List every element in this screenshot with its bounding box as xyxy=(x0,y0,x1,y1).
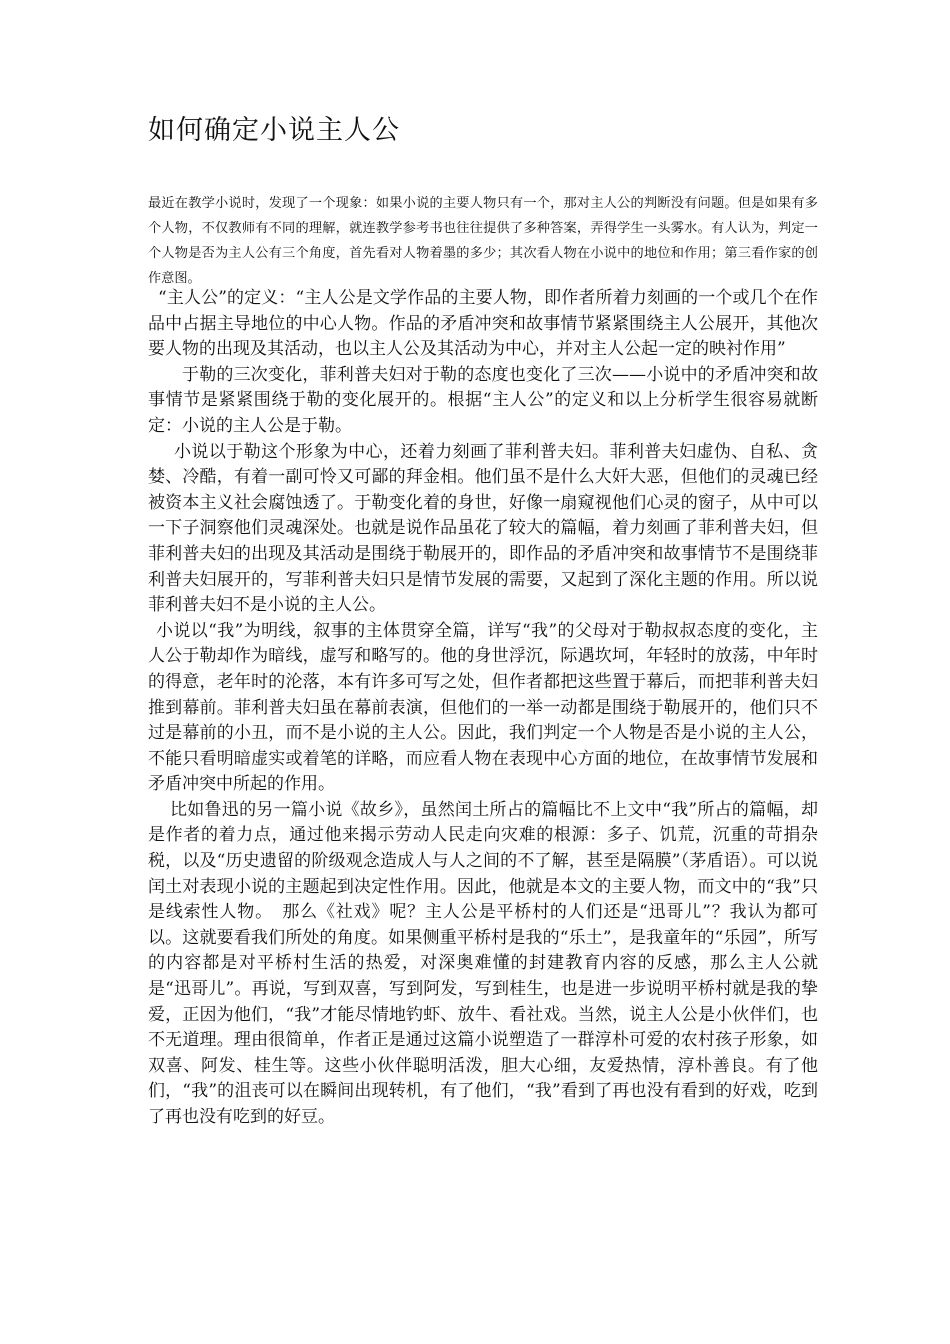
paragraph-definition: “主人公”的定义：“主人公是文学作品的主要人物，即作者所着力刻画的一个或几个在作品中占据主导地位的中心人物。作品的矛盾冲突和故事情节紧紧围绕主人公展开，其他次要人物的出现及其活动，也以主人公及其活动为中心，并对主人公起一定的映衬作用” xyxy=(148,288,818,360)
paragraph-examples: 比如鲁迅的另一篇小说《故乡》，虽然闰土所占的篇幅比不上文中“我”所占的篇幅，却是作者的着力点，通过他来揭示劳动人民走向灾难的根源：多子、饥荒，沉重的苛捐杂税，以及“历史遗留的阶级观念造成人与人之间的不了解，甚至是隔膜”（茅盾语）。可以说闰土对表现小说的主题起到决定性作用。因此，他就是本文的主要人物，而文中的“我”只是线索性人物。 那么《社戏》呢？主人公是平桥村的人们还是“迅哥儿”？我认为都可以。这就要看我们所处的角度。如果侧重平桥村是我的“乐土”，是我童年的“乐园”，所写的内容都是对平桥村生活的热爱，对深奥难懂的封建教育内容的反感，那么主人公就是“迅哥儿”。再说，写到双喜，写到阿发，写到桂生，也是进一步说明平桥村就是我的挚爱，正因为他们，“我”才能尽情地钓虾、放牛、看社戏。当然，说主人公是小伙伴们，也不无道理。理由很简单，作者正是通过这篇小说塑造了一群淳朴可爱的农村孩子形象，如双喜、阿发、桂生等。这些小伙伴聪明活泼，胆大心细，友爱热情，淳朴善良。有了他们，“我”的沮丧可以在瞬间出现转机，有了他们，“我”看到了再也没有看到的好戏，吃到了再也没有吃到的好豆。 xyxy=(148,799,818,1127)
paragraph-philippe-couple: 小说以于勒这个形象为中心，还着力刻画了菲利普夫妇。菲利普夫妇虚伪、自私、贪婪、冷酷，有着一副可怜又可鄙的拜金相。他们虽不是什么大奸大恶，但他们的灵魂已经被资本主义社会腐蚀透了。于勒变化着的身世，好像一扇窥视他们心灵的窗子，从中可以一下子洞察他们灵魂深处。也就是说作品虽花了较大的篇幅，着力刻画了菲利普夫妇，但菲利普夫妇的出现及其活动是围绕于勒展开的，即作品的矛盾冲突和故事情节不是围绕菲利普夫妇展开的，写菲利普夫妇只是情节发展的需要，又起到了深化主题的作用。所以说菲利普夫妇不是小说的主人公。 xyxy=(148,441,818,616)
document-title: 如何确定小说主人公 xyxy=(148,115,400,146)
intro-paragraph: 最近在教学小说时，发现了一个现象：如果小说的主要人物只有一个，那对主人公的判断没有问题。但是如果有多个人物，不仅教师有不同的理解，就连教学参考书也往往提供了多种答案，弄得学生一头雾水。有人认为，判定一个人物是否为主人公有三个角度，首先看对人物着墨的多少；其次看人物在小说中的地位和作用；第三看作家的创作意图。 xyxy=(148,196,818,286)
document-body xyxy=(148,286,818,1131)
paragraph-yule-changes: 于勒的三次变化，菲利普夫妇对于勒的态度也变化了三次——小说中的矛盾冲突和故事情节是紧紧围绕于勒的变化展开的。根据“主人公”的定义和以上分析学生很容易就断定：小说的主人公是于勒。 xyxy=(148,364,818,436)
paragraph-narrative-line: 小说以“我”为明线，叙事的主体贯穿全篇，详写“我”的父母对于勒叔叔态度的变化，主人公于勒却作为暗线，虚写和略写的。他的身世浮沉，际遇坎坷，年轻时的放荡，中年时的得意，老年时的沦落，本有许多可写之处，但作者都把这些置于幕后，而把菲利普夫妇推到幕前。菲利普夫妇虽在幕前表演，但他们的一举一动都是围绕于勒展开的，他们只不过是幕前的小丑，而不是小说的主人公。因此，我们判定一个人物是否是小说的主人公，不能只看明暗虚实或着笔的详略，而应看人物在表现中心方面的地位，在故事情节发展和矛盾冲突中所起的作用。 xyxy=(148,620,818,795)
